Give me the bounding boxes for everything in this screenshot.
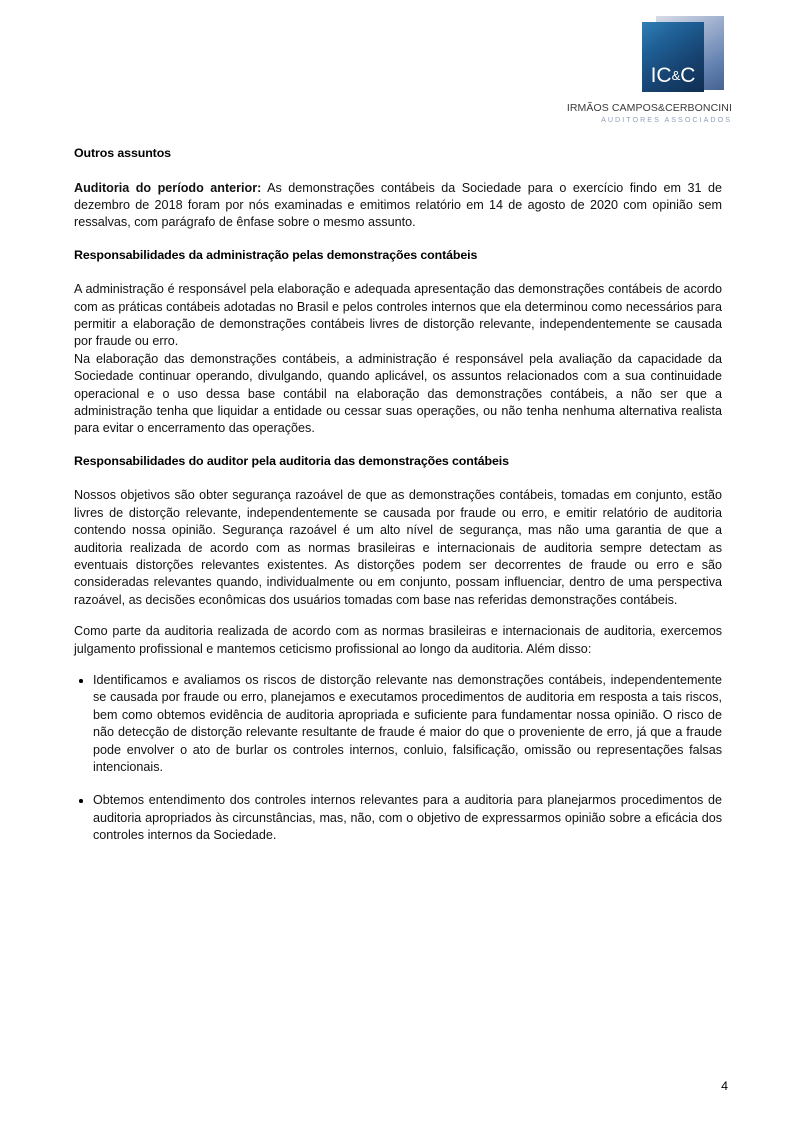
logo-initials-right: C	[680, 64, 696, 87]
list-item-text: Identificamos e avaliamos os riscos de distorção relevante nas demonstrações contábeis, independentemente se causada por fraude ou erro, planejamos e executamos procedimentos de auditoria em resposta a tais riscos, bem como obtemos evidência de auditoria apropriada e suficiente para fundamentar nossa opinião. O risco de não detecção de distorção relevante resultante de fraude é maior do que o proveniente de erro, já que a fraude pode envolver o ato de burlar os controles internos, conluio, falsificação, omissão ou representações falsas intencionais.	[93, 673, 722, 775]
list-item	[74, 792, 722, 844]
page-number: 4	[721, 1079, 728, 1093]
heading-management-responsibilities: Responsabilidades da administração pelas demonstrações contábeis	[74, 247, 478, 262]
bullet-dot-icon	[79, 679, 83, 683]
list-item	[74, 672, 722, 776]
paragraph-auditor-1: Nossos objetivos são obter segurança razoável de que as demonstrações contábeis, tomadas em conjunto, estão livres de distorção relevante, independentemente se causada por fraude ou erro, e emitir relatório de auditoria contendo nossa opinião. Segurança razoável é um alto nível de segurança, mas não uma garantia de que a auditoria realizada de acordo com as normas brasileiras e internacionais de auditoria sempre detectam as eventuais distorções relevantes existentes. As distorções podem ser decorrentes de fraude ou erro e são consideradas relevantes quando, individualmente ou em conjunto, possam influenciar, dentro de uma perspectiva razoável, as decisões econômicas dos usuários tomadas com base nas referidas demonstrações contábeis.	[74, 488, 722, 607]
document-body	[74, 146, 722, 845]
prior-period-text: As demonstrações contábeis da Sociedade para o exercício findo em 31 de dezembro de 2018 foram por nós examinadas e emitimos relatório em 14 de agosto de 2020 com opinião sem ressalvas, com parágrafo de ênfase sobre o mesmo assunto.	[74, 180, 722, 230]
logo-square-front-icon	[642, 22, 704, 92]
bullet-dot-icon	[79, 799, 83, 803]
heading-auditor-responsibilities: Responsabilidades do auditor pela auditoria das demonstrações contábeis	[74, 453, 509, 468]
paragraph-management-1: A administração é responsável pela elaboração e adequada apresentação das demonstrações contábeis de acordo com as práticas contábeis adotadas no Brasil e pelos controles internos que ela determinou como necessários para permitir a elaboração de demonstrações contábeis livres de distorção relevante, independentemente se causada por fraude ou erro.	[74, 282, 722, 349]
auditor-procedures-list	[74, 672, 722, 845]
logo-initials	[642, 65, 704, 86]
paragraph-prior-period	[74, 180, 722, 232]
logo-company-name: IRMÃOS CAMPOS&CERBONCINI	[566, 102, 732, 114]
spacer	[74, 263, 722, 281]
spacer	[74, 232, 722, 248]
logo-initials-ampersand: &	[671, 68, 681, 83]
spacer	[74, 609, 722, 623]
spacer	[74, 438, 722, 454]
logo-company-subtitle: AUDITORES ASSOCIADOS	[601, 115, 732, 124]
company-logo	[552, 16, 732, 124]
logo-mark	[634, 16, 726, 98]
spacer	[74, 469, 722, 487]
heading-other-matters: Outros assuntos	[74, 146, 171, 160]
logo-initials-left: IC	[650, 64, 672, 87]
spacer	[74, 658, 722, 672]
list-item-text: Obtemos entendimento dos controles internos relevantes para a auditoria para planejarmos procedimentos de auditoria apropriados às circunstâncias, mas, não, com o objetivo de expressarmos opinião sobre a eficácia dos controles internos da Sociedade.	[93, 793, 722, 843]
paragraph-auditor-2: Como parte da auditoria realizada de acordo com as normas brasileiras e internacionais de auditoria, exercemos julgamento profissional e mantemos ceticismo profissional ao longo da auditoria. Além disso:	[74, 624, 722, 656]
paragraph-management-2: Na elaboração das demonstrações contábeis, a administração é responsável pela avaliação da capacidade da Sociedade continuar operando, divulgando, quando aplicável, os assuntos relacionados com a sua continuidade operacional e o uso dessa base contábil na elaboração das demonstrações contábeis, a não ser que a administração tenha que liquidar a entidade ou cessar suas operações, ou não tenha nenhuma alternativa realista para evitar o encerramento das operações.	[74, 351, 722, 436]
spacer	[74, 162, 722, 180]
prior-period-lead: Auditoria do período anterior:	[74, 180, 262, 195]
